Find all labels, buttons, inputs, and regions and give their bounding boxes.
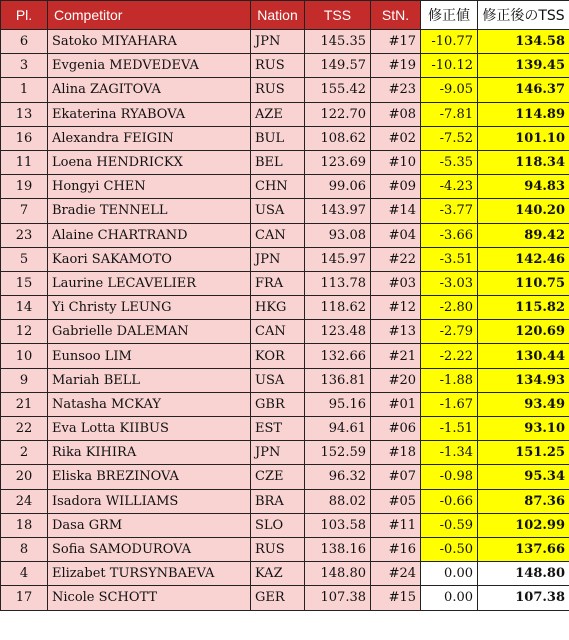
cell-competitor: Eva Lotta KIIBUS	[48, 417, 251, 441]
cell-correction: -7.52	[421, 126, 478, 150]
cell-adjusted-tss: 89.42	[478, 223, 569, 247]
cell-adjusted-tss: 142.46	[478, 247, 569, 271]
cell-competitor: Alaine CHARTRAND	[48, 223, 251, 247]
cell-adjusted-tss: 118.34	[478, 150, 569, 174]
cell-place: 3	[1, 54, 48, 78]
cell-adjusted-tss: 95.34	[478, 465, 569, 489]
cell-nation: GER	[251, 586, 305, 610]
cell-competitor: Rika KIHIRA	[48, 441, 251, 465]
table-row	[1, 150, 569, 174]
cell-tss: 136.81	[305, 368, 371, 392]
cell-place: 19	[1, 175, 48, 199]
cell-competitor: Alexandra FEIGIN	[48, 126, 251, 150]
cell-adjusted-tss: 146.37	[478, 78, 569, 102]
cell-place: 15	[1, 271, 48, 295]
cell-start-number: #13	[371, 320, 421, 344]
cell-correction: -1.88	[421, 368, 478, 392]
header-nation: Nation	[251, 1, 305, 30]
cell-start-number: #09	[371, 175, 421, 199]
cell-correction: -0.59	[421, 513, 478, 537]
cell-start-number: #12	[371, 296, 421, 320]
table-row	[1, 30, 569, 54]
table-row	[1, 126, 569, 150]
cell-competitor: Mariah BELL	[48, 368, 251, 392]
cell-correction: -5.35	[421, 150, 478, 174]
cell-tss: 93.08	[305, 223, 371, 247]
cell-nation: CAN	[251, 320, 305, 344]
cell-tss: 152.59	[305, 441, 371, 465]
cell-start-number: #01	[371, 392, 421, 416]
header-correction: 修正値	[421, 1, 478, 30]
cell-correction: -9.05	[421, 78, 478, 102]
table-row	[1, 537, 569, 561]
cell-correction: -3.03	[421, 271, 478, 295]
table-row	[1, 54, 569, 78]
table-header	[1, 1, 569, 30]
cell-place: 17	[1, 586, 48, 610]
cell-place: 23	[1, 223, 48, 247]
cell-tss: 96.32	[305, 465, 371, 489]
cell-tss: 103.58	[305, 513, 371, 537]
cell-nation: KOR	[251, 344, 305, 368]
cell-tss: 145.97	[305, 247, 371, 271]
cell-adjusted-tss: 130.44	[478, 344, 569, 368]
table-row	[1, 513, 569, 537]
cell-start-number: #11	[371, 513, 421, 537]
cell-nation: EST	[251, 417, 305, 441]
cell-adjusted-tss: 115.82	[478, 296, 569, 320]
header-pl: Pl.	[1, 1, 48, 30]
cell-competitor: Alina ZAGITOVA	[48, 78, 251, 102]
cell-start-number: #14	[371, 199, 421, 223]
cell-nation: JPN	[251, 441, 305, 465]
cell-correction: -1.34	[421, 441, 478, 465]
cell-start-number: #15	[371, 586, 421, 610]
cell-nation: JPN	[251, 30, 305, 54]
table-row	[1, 441, 569, 465]
cell-tss: 118.62	[305, 296, 371, 320]
cell-tss: 148.80	[305, 562, 371, 586]
cell-competitor: Satoko MIYAHARA	[48, 30, 251, 54]
cell-nation: CAN	[251, 223, 305, 247]
cell-correction: 0.00	[421, 586, 478, 610]
cell-adjusted-tss: 140.20	[478, 199, 569, 223]
cell-place: 8	[1, 537, 48, 561]
cell-start-number: #05	[371, 489, 421, 513]
cell-place: 9	[1, 368, 48, 392]
cell-adjusted-tss: 93.10	[478, 417, 569, 441]
cell-nation: FRA	[251, 271, 305, 295]
cell-start-number: #08	[371, 102, 421, 126]
cell-start-number: #20	[371, 368, 421, 392]
cell-adjusted-tss: 93.49	[478, 392, 569, 416]
cell-nation: SLO	[251, 513, 305, 537]
cell-correction: -2.80	[421, 296, 478, 320]
table-row	[1, 368, 569, 392]
cell-adjusted-tss: 87.36	[478, 489, 569, 513]
cell-nation: USA	[251, 368, 305, 392]
cell-start-number: #03	[371, 271, 421, 295]
cell-correction: -1.67	[421, 392, 478, 416]
cell-competitor: Evgenia MEDVEDEVA	[48, 54, 251, 78]
cell-place: 12	[1, 320, 48, 344]
cell-adjusted-tss: 148.80	[478, 562, 569, 586]
cell-nation: RUS	[251, 78, 305, 102]
table-row	[1, 320, 569, 344]
cell-adjusted-tss: 151.25	[478, 441, 569, 465]
cell-place: 16	[1, 126, 48, 150]
cell-adjusted-tss: 120.69	[478, 320, 569, 344]
table-row	[1, 175, 569, 199]
table-row	[1, 223, 569, 247]
cell-correction: -1.51	[421, 417, 478, 441]
cell-competitor: Ekaterina RYABOVA	[48, 102, 251, 126]
cell-nation: CHN	[251, 175, 305, 199]
cell-place: 6	[1, 30, 48, 54]
table-row	[1, 78, 569, 102]
header-competitor: Competitor	[48, 1, 251, 30]
cell-correction: -2.22	[421, 344, 478, 368]
cell-start-number: #22	[371, 247, 421, 271]
cell-place: 20	[1, 465, 48, 489]
cell-tss: 143.97	[305, 199, 371, 223]
cell-correction: -7.81	[421, 102, 478, 126]
cell-nation: JPN	[251, 247, 305, 271]
cell-tss: 107.38	[305, 586, 371, 610]
table-row	[1, 465, 569, 489]
cell-start-number: #02	[371, 126, 421, 150]
cell-nation: AZE	[251, 102, 305, 126]
cell-competitor: Isadora WILLIAMS	[48, 489, 251, 513]
cell-tss: 155.42	[305, 78, 371, 102]
cell-tss: 94.61	[305, 417, 371, 441]
table-row	[1, 247, 569, 271]
cell-tss: 123.69	[305, 150, 371, 174]
cell-competitor: Kaori SAKAMOTO	[48, 247, 251, 271]
cell-adjusted-tss: 134.58	[478, 30, 569, 54]
header-row	[1, 1, 569, 30]
cell-competitor: Natasha MCKAY	[48, 392, 251, 416]
table-row	[1, 102, 569, 126]
cell-competitor: Dasa GRM	[48, 513, 251, 537]
cell-correction: -10.77	[421, 30, 478, 54]
cell-correction: -3.51	[421, 247, 478, 271]
header-stn: StN.	[371, 1, 421, 30]
cell-competitor: Hongyi CHEN	[48, 175, 251, 199]
cell-place: 14	[1, 296, 48, 320]
cell-nation: RUS	[251, 54, 305, 78]
cell-place: 5	[1, 247, 48, 271]
cell-start-number: #07	[371, 465, 421, 489]
cell-correction: -3.77	[421, 199, 478, 223]
cell-nation: GBR	[251, 392, 305, 416]
cell-competitor: Nicole SCHOTT	[48, 586, 251, 610]
cell-start-number: #19	[371, 54, 421, 78]
cell-nation: BUL	[251, 126, 305, 150]
cell-tss: 122.70	[305, 102, 371, 126]
cell-place: 1	[1, 78, 48, 102]
cell-adjusted-tss: 110.75	[478, 271, 569, 295]
table-row	[1, 417, 569, 441]
cell-start-number: #16	[371, 537, 421, 561]
cell-place: 4	[1, 562, 48, 586]
cell-correction: -2.79	[421, 320, 478, 344]
cell-place: 10	[1, 344, 48, 368]
table-row	[1, 489, 569, 513]
cell-competitor: Eunsoo LIM	[48, 344, 251, 368]
cell-tss: 108.62	[305, 126, 371, 150]
table-row	[1, 562, 569, 586]
cell-start-number: #24	[371, 562, 421, 586]
cell-competitor: Elizabet TURSYNBAEVA	[48, 562, 251, 586]
cell-adjusted-tss: 137.66	[478, 537, 569, 561]
header-adjusted-tss: 修正後のTSS	[478, 1, 569, 30]
cell-adjusted-tss: 94.83	[478, 175, 569, 199]
table-row	[1, 271, 569, 295]
cell-competitor: Eliska BREZINOVA	[48, 465, 251, 489]
cell-nation: KAZ	[251, 562, 305, 586]
cell-nation: BRA	[251, 489, 305, 513]
cell-place: 24	[1, 489, 48, 513]
cell-competitor: Gabrielle DALEMAN	[48, 320, 251, 344]
cell-correction: 0.00	[421, 562, 478, 586]
cell-start-number: #21	[371, 344, 421, 368]
cell-start-number: #04	[371, 223, 421, 247]
cell-place: 21	[1, 392, 48, 416]
table-row	[1, 296, 569, 320]
cell-start-number: #17	[371, 30, 421, 54]
cell-competitor: Laurine LECAVELIER	[48, 271, 251, 295]
cell-start-number: #18	[371, 441, 421, 465]
cell-correction: -0.66	[421, 489, 478, 513]
cell-tss: 149.57	[305, 54, 371, 78]
cell-tss: 138.16	[305, 537, 371, 561]
cell-adjusted-tss: 139.45	[478, 54, 569, 78]
cell-competitor: Sofia SAMODUROVA	[48, 537, 251, 561]
table-row	[1, 199, 569, 223]
cell-adjusted-tss: 134.93	[478, 368, 569, 392]
cell-tss: 113.78	[305, 271, 371, 295]
cell-nation: USA	[251, 199, 305, 223]
header-tss: TSS	[305, 1, 371, 30]
cell-tss: 99.06	[305, 175, 371, 199]
cell-place: 11	[1, 150, 48, 174]
cell-start-number: #10	[371, 150, 421, 174]
cell-nation: CZE	[251, 465, 305, 489]
table-row	[1, 344, 569, 368]
table-body	[1, 30, 569, 611]
cell-place: 22	[1, 417, 48, 441]
cell-nation: HKG	[251, 296, 305, 320]
cell-tss: 88.02	[305, 489, 371, 513]
cell-place: 18	[1, 513, 48, 537]
cell-nation: RUS	[251, 537, 305, 561]
cell-correction: -0.50	[421, 537, 478, 561]
table-row	[1, 586, 569, 610]
cell-tss: 123.48	[305, 320, 371, 344]
cell-adjusted-tss: 114.89	[478, 102, 569, 126]
cell-adjusted-tss: 102.99	[478, 513, 569, 537]
cell-competitor: Yi Christy LEUNG	[48, 296, 251, 320]
cell-nation: BEL	[251, 150, 305, 174]
cell-correction: -0.98	[421, 465, 478, 489]
cell-adjusted-tss: 107.38	[478, 586, 569, 610]
cell-tss: 132.66	[305, 344, 371, 368]
cell-start-number: #06	[371, 417, 421, 441]
cell-correction: -4.23	[421, 175, 478, 199]
table-row	[1, 392, 569, 416]
cell-adjusted-tss: 101.10	[478, 126, 569, 150]
cell-start-number: #23	[371, 78, 421, 102]
cell-tss: 145.35	[305, 30, 371, 54]
cell-place: 13	[1, 102, 48, 126]
cell-place: 2	[1, 441, 48, 465]
cell-correction: -10.12	[421, 54, 478, 78]
cell-correction: -3.66	[421, 223, 478, 247]
cell-competitor: Loena HENDRICKX	[48, 150, 251, 174]
cell-place: 7	[1, 199, 48, 223]
cell-tss: 95.16	[305, 392, 371, 416]
cell-competitor: Bradie TENNELL	[48, 199, 251, 223]
